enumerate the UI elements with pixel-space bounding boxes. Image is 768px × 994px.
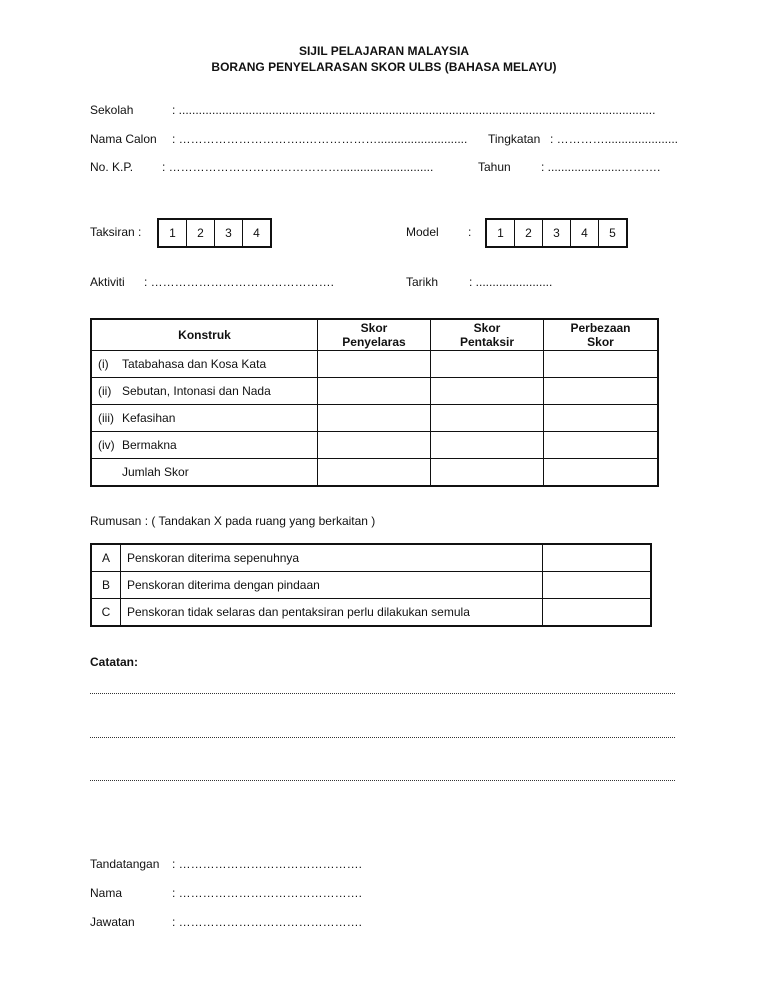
row-label: Sebutan, Intonasi dan Nada	[122, 384, 271, 398]
model-option[interactable]: 3	[543, 219, 571, 247]
rumusan-mark-cell[interactable]	[543, 544, 652, 572]
col-skor-penyelaras: Skor Penyelaras	[318, 319, 431, 351]
konstruk-label	[91, 405, 318, 432]
row-number: (iii)	[98, 411, 114, 425]
catatan-line[interactable]	[90, 737, 675, 738]
nama-label: Nama	[90, 886, 123, 900]
skor-penyelaras-cell[interactable]	[318, 432, 431, 459]
skor-penyelaras-cell[interactable]	[318, 351, 431, 378]
nama-calon-field[interactable]: : …………………………..………………...........................	[172, 132, 468, 146]
table-row	[91, 572, 651, 599]
skor-pentaksir-cell[interactable]	[431, 378, 544, 405]
nama-field[interactable]: : ……………………………………….	[172, 886, 363, 900]
rumusan-text: Penskoran tidak selaras dan pentaksiran perlu dilakukan semula	[121, 599, 543, 627]
perbezaan-skor-cell[interactable]	[544, 351, 659, 378]
konstruk-header-row	[91, 319, 658, 351]
jawatan-label: Jawatan	[90, 915, 135, 929]
row-label: Kefasihan	[122, 411, 176, 425]
model-colon: :	[468, 225, 472, 239]
row-number: (iv)	[98, 438, 115, 452]
row-number: (ii)	[98, 384, 112, 398]
konstruk-label	[91, 378, 318, 405]
rumusan-text: Penskoran diterima sepenuhnya	[121, 544, 543, 572]
tarikh-label: Tarikh	[406, 275, 439, 289]
catatan-line[interactable]	[90, 693, 675, 694]
taksiran-option[interactable]: 1	[158, 219, 187, 247]
row-label: Bermakna	[122, 438, 177, 452]
taksiran-label: Taksiran :	[90, 225, 142, 239]
row-label: Tatabahasa dan Kosa Kata	[122, 357, 267, 371]
tarikh-field[interactable]: : .......................	[469, 275, 553, 289]
skor-pentaksir-cell[interactable]	[431, 351, 544, 378]
tandatangan-label: Tandatangan	[90, 857, 160, 871]
konstruk-table	[90, 318, 659, 487]
rumusan-mark-cell[interactable]	[543, 572, 652, 599]
perbezaan-skor-cell[interactable]	[544, 432, 659, 459]
table-row	[91, 544, 651, 572]
table-row	[91, 599, 651, 627]
rumusan-letter: C	[91, 599, 121, 627]
rumusan-mark-cell[interactable]	[543, 599, 652, 627]
skor-pentaksir-cell[interactable]	[431, 405, 544, 432]
catatan-label: Catatan:	[90, 655, 139, 669]
form-title-line2: BORANG PENYELARASAN SKOR ULBS (BAHASA MELAYU)	[211, 60, 557, 74]
skor-penyelaras-cell[interactable]	[318, 405, 431, 432]
table-row	[91, 351, 658, 378]
konstruk-label	[91, 432, 318, 459]
konstruk-label	[91, 459, 318, 487]
rumusan-instruction: Rumusan : ( Tandakan X pada ruang yang berkaitan )	[90, 514, 376, 528]
catatan-line[interactable]	[90, 780, 675, 781]
model-option[interactable]: 1	[486, 219, 515, 247]
aktiviti-field[interactable]: : ……………………………………….	[144, 275, 335, 289]
nokp-field[interactable]: : ……………………….……………............................	[162, 160, 434, 174]
col-skor-pentaksir: Skor Pentaksir	[431, 319, 544, 351]
sekolah-label: Sekolah	[90, 103, 134, 117]
table-row	[91, 378, 658, 405]
model-option[interactable]: 4	[571, 219, 599, 247]
rumusan-text: Penskoran diterima dengan pindaan	[121, 572, 543, 599]
aktiviti-label: Aktiviti	[90, 275, 125, 289]
rumusan-letter: A	[91, 544, 121, 572]
model-label: Model	[406, 225, 439, 239]
tandatangan-field[interactable]: : ……………………………………….	[172, 857, 363, 871]
skor-pentaksir-cell[interactable]	[431, 432, 544, 459]
form-title-line1: SIJIL PELAJARAN MALAYSIA	[298, 44, 470, 58]
perbezaan-skor-cell[interactable]	[544, 405, 659, 432]
taksiran-option[interactable]: 3	[215, 219, 243, 247]
nokp-label: No. K.P.	[90, 160, 134, 174]
row-number: (i)	[98, 357, 109, 371]
perbezaan-skor-cell[interactable]	[544, 378, 659, 405]
col-konstruk: Konstruk	[91, 319, 318, 351]
tahun-field[interactable]: : ......................……….	[541, 160, 661, 174]
model-boxes	[485, 218, 628, 248]
tingkatan-label: Tingkatan	[488, 132, 541, 146]
model-option[interactable]: 2	[515, 219, 543, 247]
taksiran-boxes	[157, 218, 272, 248]
perbezaan-skor-cell[interactable]	[544, 459, 659, 487]
skor-penyelaras-cell[interactable]	[318, 459, 431, 487]
tahun-label: Tahun	[478, 160, 511, 174]
jawatan-field[interactable]: : ……………………………………….	[172, 915, 363, 929]
skor-penyelaras-cell[interactable]	[318, 378, 431, 405]
table-row	[91, 405, 658, 432]
table-row	[91, 432, 658, 459]
rumusan-letter: B	[91, 572, 121, 599]
tingkatan-field[interactable]: : …………......................	[550, 132, 679, 146]
table-row	[91, 459, 658, 487]
konstruk-label	[91, 351, 318, 378]
taksiran-option[interactable]: 2	[187, 219, 215, 247]
taksiran-option[interactable]: 4	[243, 219, 272, 247]
skor-pentaksir-cell[interactable]	[431, 459, 544, 487]
jumlah-skor-label: Jumlah Skor	[122, 465, 189, 479]
model-option[interactable]: 5	[599, 219, 628, 247]
sekolah-field[interactable]: : ...............................................................................................................................................	[172, 103, 656, 117]
rumusan-table	[90, 543, 652, 627]
nama-calon-label: Nama Calon	[90, 132, 157, 146]
col-perbezaan-skor: Perbezaan Skor	[544, 319, 659, 351]
